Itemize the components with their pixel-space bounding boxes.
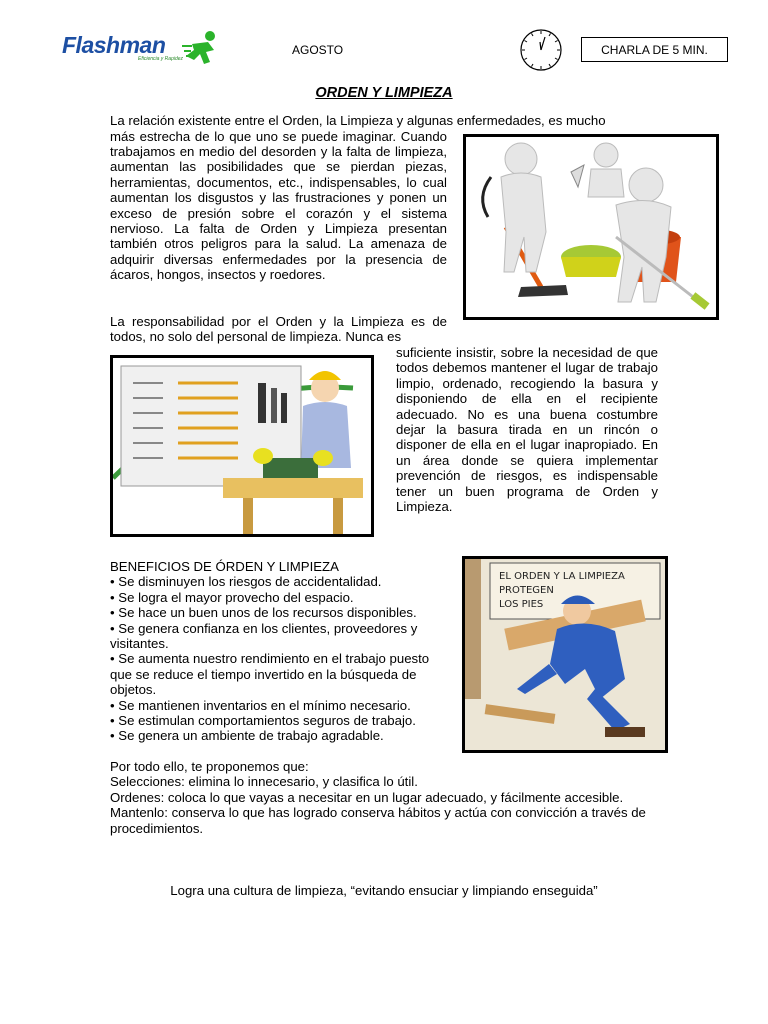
benefit-item: • Se disminuyen los riesgos de accidentalidad. [110,574,382,590]
poster-line-3: LOS PIES [499,599,544,610]
closing-mantenlo: Mantenlo: conserva lo que has logrado conserva hábitos y actúa con convicción a través de procedimientos. [110,805,646,836]
page-title: ORDEN Y LIMPIEZA [315,85,453,101]
benefit-item: • Se logra el mayor provecho del espacio. [110,589,354,605]
cleaning-figures-image [463,134,719,320]
benefits-heading: BENEFICIOS DE ÓRDEN Y LIMPIEZA [110,559,339,574]
benefit-item: • Se mantienen inventarios en el mínimo necesario. [110,697,411,713]
logo-text: Flashman [62,32,166,58]
footer-slogan: Logra una cultura de limpieza, “evitando ensuciar y limpiando enseguida” [170,883,598,898]
benefit-item: • Se hace un buen unos de los recursos disponibles. [110,605,417,621]
flashman-logo [62,30,222,74]
benefit-item: • Se aumenta nuestro rendimiento en el trabajo puesto que se reduce el tiempo invertido en la búsqueda de objetos. [110,651,430,698]
poster-line-1: EL ORDEN Y LA LIMPIEZA [499,571,625,582]
logo-tagline: Eficiencia y Rapidez [138,56,184,62]
responsibility-paragraph: suficiente insistir, sobre la necesidad de que todos debemos mantener el lugar de trabajo limpio, ordenado, recogiendo la basura y disponiendo de ella en el recipiente adecuado. No es una buena costumbre dejar la basura tirada en un rincón o disponer de ella en el lugar inapropiado. En un área donde se quiera implementar prevención de riesgos, es indispensable tener un buen programa de Orden y Limpieza. [396,345,658,515]
closing-section [110,759,660,836]
benefit-item: • Se estimulan comportamientos seguros de trabajo. [110,713,416,729]
benefits-list [110,559,450,744]
intro-line1: La relación existente entre el Orden, la Limpieza y algunas enfermedades, es mucho [110,113,606,128]
closing-ordenes: Ordenes: coloca lo que vayas a necesitar en un lugar adecuado, y fácilmente accesible. [110,789,624,805]
charla-label: CHARLA DE 5 MIN. [581,37,728,62]
running-man-icon [180,30,222,70]
responsibility-intro: La responsabilidad por el Orden y la Limpieza es de todos, no solo del personal de limpieza. Nunca es [110,314,447,345]
poster-worker-image [462,556,668,753]
benefit-item: • Se genera un ambiente de trabajo agradable. [110,728,384,744]
closing-intro: Por todo ello, te proponemos que: [110,759,309,774]
clock-icon [519,28,563,72]
intro-paragraph: más estrecha de lo que uno se puede imaginar. Cuando trabajamos en medio del desorden y la falta de limpieza, aumentan las posibilidades que se pierdan piezas, herramientas, documentos, etc., indispensables, lo cual aumentan los disgustos y las frustraciones y ponen un exceso de presión sobre el corazón y el sistema nervioso. La falta de Orden y Limpieza presentan también otros peligros para la salud. La amenaza de adquirir diversas enfermedades por la presencia de ácaros, hongos, insectos y roedores. [110,128,447,283]
tools-workbench-image [110,355,374,537]
benefit-item: • Se genera confianza en los clientes, proveedores y visitantes. [110,620,418,652]
poster-line-2: PROTEGEN [499,585,554,596]
month-label: AGOSTO [292,43,344,57]
closing-selecciones: Selecciones: elimina lo innecesario, y clasifica lo útil. [110,774,418,790]
